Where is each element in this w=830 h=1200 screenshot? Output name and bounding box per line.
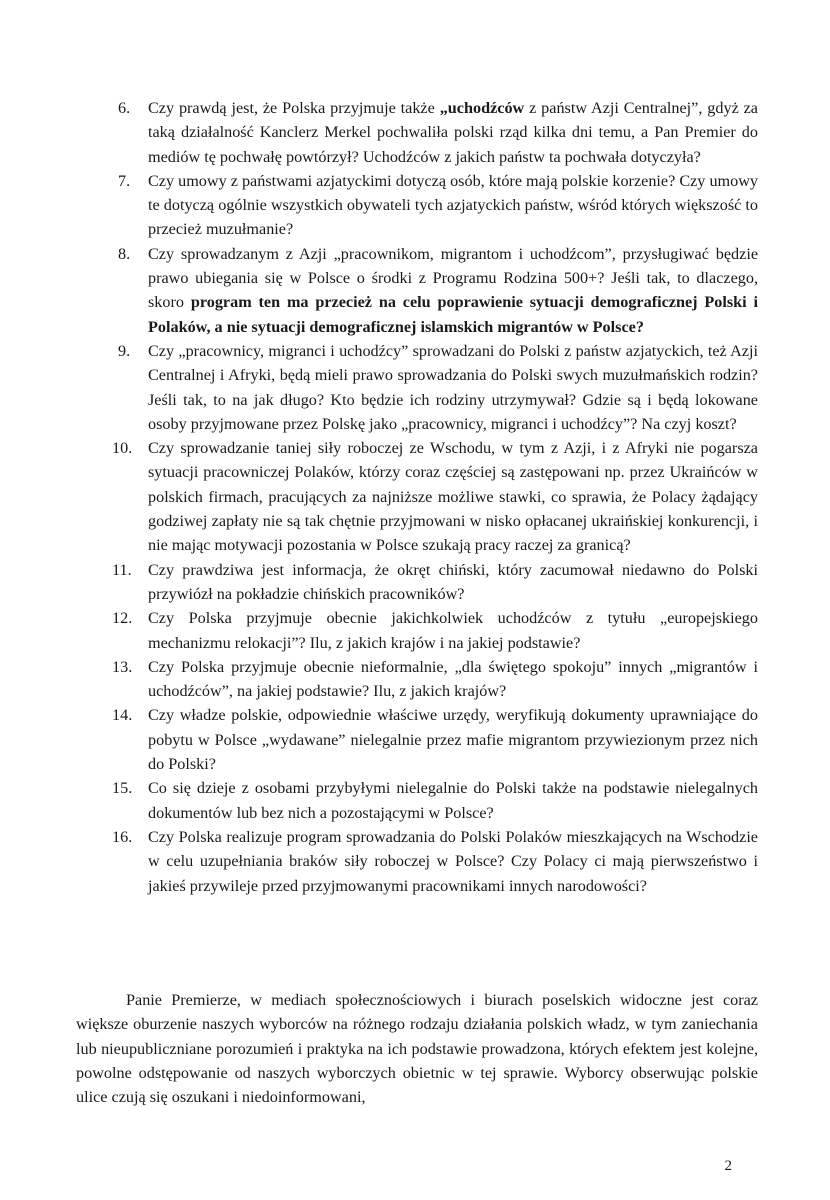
question-item [112, 703, 758, 776]
question-text [148, 172, 758, 239]
question-text-run: Czy umowy z państwami azjatyckimi dotyczą osób, które mają polskie korzenie? Czy umowy te dotyczą ogólnie wszystkich obywateli tych azjatyckich państw, wśród których większość to przecież muzułmanie? [148, 171, 759, 239]
question-item [112, 436, 758, 557]
question-text [148, 609, 758, 651]
question-number: 10. [112, 439, 133, 458]
question-text-run: Czy Polska przyjmuje obecnie nieformalnie, „dla świętego spokoju” innych „migrantów i uchodźców”, na jakiej podstawie? Ilu, z jakich krajów? [148, 657, 758, 701]
question-number: 7. [118, 171, 131, 190]
question-text-run: Czy Polska przyjmuje obecnie jakichkolwiek uchodźców z tytułu „europejskiego mechanizmu relokacji”? Ilu, z jakich krajów i na jakiej podstawie? [148, 609, 758, 652]
question-text [148, 439, 758, 554]
question-number: 8. [118, 244, 131, 263]
question-item [118, 96, 758, 169]
question-item [112, 655, 758, 704]
question-item [112, 776, 758, 825]
question-text [148, 561, 758, 603]
question-item [112, 558, 758, 607]
question-text [148, 828, 758, 895]
question-item [112, 606, 758, 655]
question-number: 15. [112, 779, 133, 798]
question-text [148, 658, 758, 700]
question-item [118, 169, 758, 242]
question-number: 11. [112, 560, 132, 579]
question-text-run: Czy Polska realizuje program sprowadzania do Polski Polaków mieszkających na Wschodzie w celu uzupełniania braków siły roboczej w Polsce? Czy Polacy ci mają pierwszeństwo i jakieś przywileje przed przyjmowanymi pracownikami innych narodowości? [148, 827, 758, 895]
question-text-run: Czy prawdziwa jest informacja, że okręt chiński, który zacumował niedawno do Polski przywiózł na pokładzie chińskich pracowników? [148, 560, 758, 603]
question-text [148, 706, 758, 773]
question-text-run: Czy sprowadzanie taniej siły roboczej ze Wschodu, w tym z Azji, i z Afryki nie pogarsza sytuacji pracowniczej Polaków, którzy coraz częściej są zastępowani np. przez Ukraińców w polskich firmach, pracujących za najniższe możliwe stawki, co sprawia, że Polacy żądający godziwej zapłaty nie są tak chętnie przyjmowani w nisko opłacanej ukraińskiej konkurencji, i nie mając motywacji pozostania w Polsce szukają pracy raczej za granicą? [148, 439, 758, 555]
question-text-run: Czy władze polskie, odpowiednie właściwe urzędy, weryfikują dokumenty uprawniające do pobytu w Polsce „wydawane” nielegalnie przez mafie migrantom przywiezionym przez nich do Polski? [148, 706, 758, 774]
question-item [118, 242, 758, 339]
question-text [148, 342, 758, 433]
question-text-bold: program ten ma przecież na celu poprawienie sytuacji demograficznej Polski i Polaków, a nie sytuacji demograficznej islamskich migrantów w Polsce? [148, 293, 758, 336]
question-item [112, 825, 758, 898]
page-number: 2 [724, 1158, 732, 1174]
question-text [148, 779, 758, 821]
question-text [148, 245, 758, 336]
question-item [118, 339, 758, 436]
question-list [112, 96, 759, 898]
question-number: 6. [118, 99, 131, 117]
question-text-run: Czy prawdą jest, że Polska przyjmuje także [148, 99, 440, 117]
question-text [148, 99, 758, 166]
question-text-run: z państw Azji Centralnej”, gdyż za taką działalność Kanclerz Merkel pochwaliła polski rząd kilka dni temu, a Pan Premier do mediów tę pochwałę powtórzył? Uchodźców z jakich państw ta pochwała dotyczyła? [148, 99, 758, 166]
question-text-run: Co się dzieje z osobami przybyłymi nielegalnie do Polski także na podstawie nielegalnych dokumentów lub bez nich a pozostającymi w Polsce? [148, 779, 758, 822]
question-number: 13. [112, 657, 133, 676]
question-number: 9. [118, 341, 131, 360]
question-number: 16. [112, 827, 133, 846]
question-text-bold: „uchodźców [439, 99, 525, 117]
question-text-run: Czy „pracownicy, migranci i uchodźcy” sprowadzani do Polski z państw azjatyckich, też Azji Centralnej i Afryki, będą mieli prawo sprowadzania do Polski swych muzułmańskich rodzin? Jeśli tak, to na jak długo? Kto będzie ich rodziny utrzymywał? Gdzie są i będą lokowane osoby przyjmowane przez Polskę jako „pracownicy, migranci i uchodźcy”? Na czyj koszt? [148, 341, 758, 433]
question-number: 14. [112, 706, 133, 725]
closing-paragraph: Panie Premierze, w mediach społecznościowych i biurach poselskich widoczne jest coraz większe oburzenie naszych wyborców na różnego rodzaju działania polskich władz, w tym zaniechania lub nieupubliczniane porozumień i praktyka na ich podstawie prowadzona, których efektem jest kolejne, powolne odstępowanie od naszych wyborczych obietnic w tej sprawie. Wyborcy obserwując polskie ulice czują się oszukani i niedoinformowani, [76, 991, 758, 1107]
question-text-run: Czy sprowadzanym z Azji „pracownikom, migrantom i uchodźcom”, przysługiwać będzie prawo ubiegania się w Polsce o środki z Programu Rodzina 500+? Jeśli tak, to dlaczego, skoro [148, 244, 758, 312]
question-number: 12. [112, 609, 133, 628]
